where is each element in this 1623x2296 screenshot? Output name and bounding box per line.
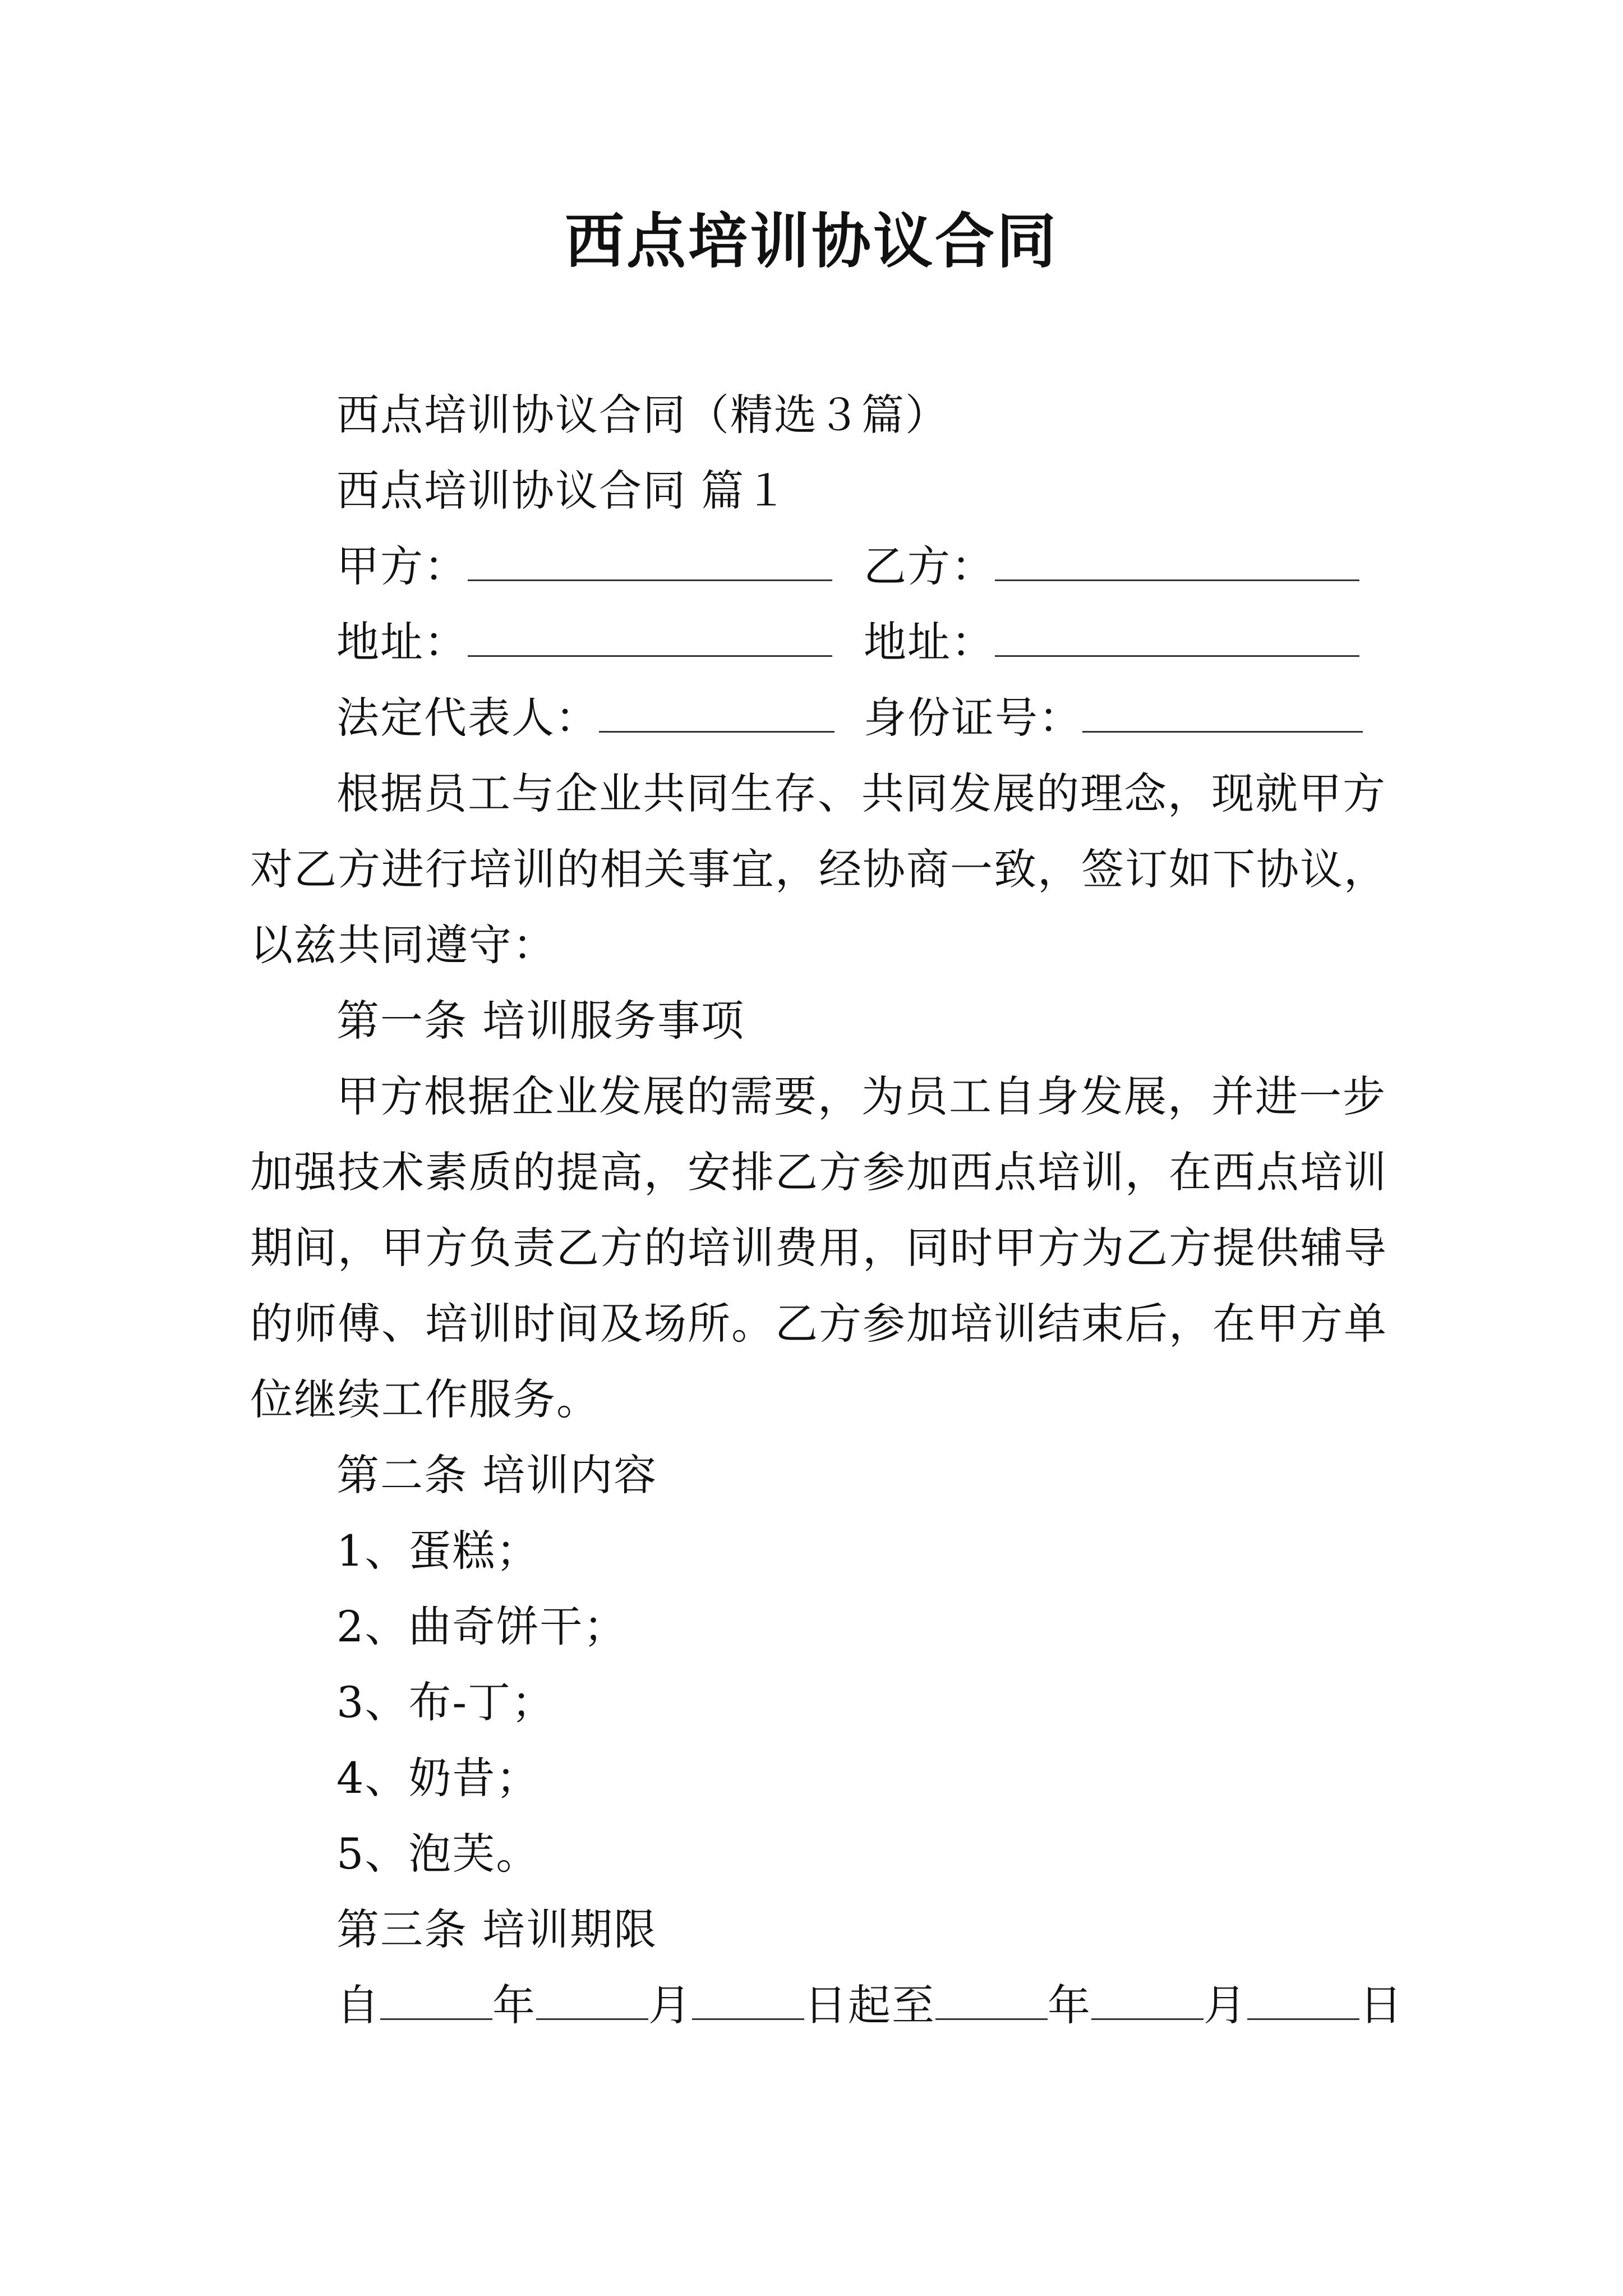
id-number-field — [864, 690, 1363, 746]
address-a-field — [336, 614, 832, 670]
list-item: 3、布-丁； — [336, 1677, 556, 1727]
intro-line-3: 以兹共同遵守： — [250, 920, 556, 970]
article-1-line-3: 期间，甲方负责乙方的培训费用，同时甲方为乙方提供辅导 — [250, 1223, 1387, 1273]
party-b-field — [864, 539, 1359, 595]
address-b-field — [864, 614, 1359, 670]
period-year2: 年 — [1048, 1980, 1091, 2030]
period-line — [336, 1977, 1403, 2033]
article-1-line-5: 位继续工作服务。 — [250, 1374, 600, 1424]
address-a-blank[interactable] — [468, 622, 832, 657]
intro-line-1: 根据员工与企业共同生存、共同发展的理念，现就甲方 — [336, 769, 1386, 818]
party-b-blank[interactable] — [995, 546, 1359, 581]
period-month2: 月 — [1204, 1980, 1247, 2030]
period-day1-blank[interactable] — [692, 1985, 804, 2020]
id-number-blank[interactable] — [1082, 697, 1363, 733]
period-month2-blank[interactable] — [1091, 1985, 1204, 2020]
subtitle: 西点培训协议合同（精选３篇） — [336, 390, 949, 440]
document-title: 西点培训协议合同 — [565, 206, 1058, 276]
article-1-title: 第一条 培训服务事项 — [336, 996, 745, 1046]
article-1-line-1: 甲方根据企业发展的需要，为员工自身发展，并进一步 — [336, 1071, 1386, 1121]
list-item: 2、曲奇饼干； — [336, 1602, 628, 1651]
article-3-title: 第三条 培训期限 — [336, 1904, 658, 1954]
address-a-label: 地址： — [336, 617, 468, 667]
party-a-label: 甲方： — [336, 541, 468, 591]
period-year1: 年 — [492, 1980, 536, 2030]
article-1-line-4: 的师傅、培训时间及场所。乙方参加培训结束后，在甲方单 — [250, 1299, 1387, 1349]
article-2-title: 第二条 培训内容 — [336, 1450, 658, 1500]
intro-line-2: 对乙方进行培训的相关事宜，经协商一致，签订如下协议， — [250, 844, 1387, 894]
legal-rep-field — [336, 690, 834, 746]
legal-rep-label: 法定代表人： — [336, 693, 599, 743]
period-month1-blank[interactable] — [536, 1985, 648, 2020]
period-year2-blank[interactable] — [935, 1985, 1048, 2020]
address-b-label: 地址： — [864, 617, 995, 667]
section-heading: 西点培训协议合同 篇１ — [336, 466, 789, 516]
period-year1-blank[interactable] — [380, 1985, 492, 2020]
list-item: 4、奶昔； — [336, 1753, 540, 1803]
period-month1: 月 — [648, 1980, 692, 2030]
party-b-label: 乙方： — [864, 541, 995, 591]
article-1-line-2: 加强技术素质的提高，安排乙方参加西点培训，在西点培训 — [250, 1147, 1387, 1197]
legal-rep-blank[interactable] — [599, 697, 834, 733]
address-b-blank[interactable] — [995, 622, 1359, 657]
period-from: 自 — [336, 1980, 380, 2030]
list-item: 1、蛋糕； — [336, 1526, 540, 1576]
party-a-field — [336, 539, 832, 595]
period-day2: 日 — [1359, 1980, 1403, 2030]
period-day1-to: 日起至 — [804, 1980, 935, 2030]
list-item: 5、泡芙。 — [336, 1829, 540, 1879]
period-day2-blank[interactable] — [1247, 1985, 1359, 2020]
party-a-blank[interactable] — [468, 546, 832, 581]
id-number-label: 身份证号： — [864, 693, 1082, 743]
